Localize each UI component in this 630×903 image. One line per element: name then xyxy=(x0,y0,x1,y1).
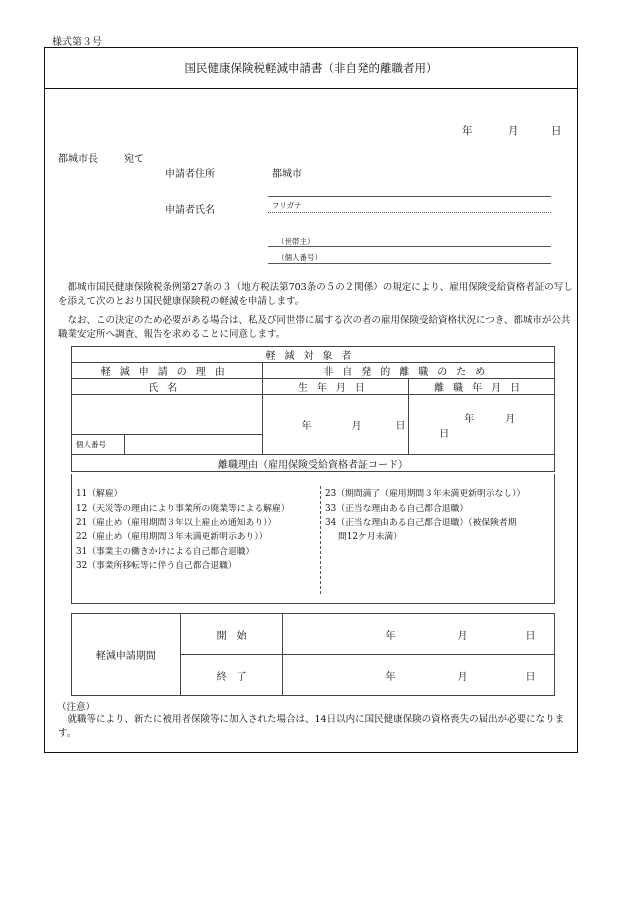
end-year: 年 xyxy=(385,671,396,683)
personal-number-underline xyxy=(268,263,551,264)
reason-31: 31（事業主の働きかけによる自己都合退職） xyxy=(76,547,255,557)
date-month-label: 月 xyxy=(508,125,519,137)
date-year-label: 年 xyxy=(462,125,473,137)
leave-date-cell[interactable] xyxy=(409,395,555,455)
start-year: 年 xyxy=(385,630,396,642)
reason-32: 32（事業所移転等に伴う自己都合退職） xyxy=(76,561,237,571)
separation-reason-header: 離職理由（雇用保険受給資格者証コード） xyxy=(72,455,555,472)
leave-month: 月 xyxy=(505,413,516,425)
reason-11: 11（解雇） xyxy=(76,489,123,499)
reason-33: 33（正当な理由ある自己都合退職） xyxy=(325,504,469,514)
birth-month: 月 xyxy=(351,421,362,432)
birth-year: 年 xyxy=(301,421,312,432)
start-month: 月 xyxy=(457,630,468,642)
personal-number-cell-label: 個人番号 xyxy=(72,435,125,455)
reason-22: 22（雇止め（雇用期間３年未満更新明示あり）） xyxy=(76,532,268,542)
addressee-mayor: 都城市長 xyxy=(58,154,98,165)
personal-number-cell[interactable] xyxy=(124,435,263,455)
col-name-header: 氏名 xyxy=(72,379,263,395)
period-end-label: 終 了 xyxy=(180,655,283,696)
notes-title: （注意） xyxy=(57,702,96,713)
end-day: 日 xyxy=(525,671,536,683)
furigana-label: フリガナ xyxy=(272,201,302,210)
form-number: 様式第３号 xyxy=(52,37,102,48)
notes-text: 就職等により、新たに被用者保険等に加入された場合は、14日以内に国民健康保険の資格喪失の届出が必要になります。 xyxy=(58,714,565,739)
name-underline xyxy=(268,246,551,247)
target-person-table xyxy=(71,346,555,472)
applicant-name-label: 申請者氏名 xyxy=(165,205,215,216)
target-header: 軽減対象者 xyxy=(72,347,555,363)
addressee-suffix: 宛て xyxy=(124,154,144,165)
period-start-date[interactable] xyxy=(283,614,555,655)
leave-day: 日 xyxy=(439,428,450,440)
end-month: 月 xyxy=(457,671,468,683)
name-cell[interactable] xyxy=(72,395,263,435)
personal-number-label: （個人番号） xyxy=(277,253,322,262)
col-leave-header: 離職年月日 xyxy=(409,379,555,395)
title-divider xyxy=(44,88,578,89)
start-day: 日 xyxy=(525,630,536,642)
reason-value: 非自発的離職のため xyxy=(263,363,555,379)
birthdate-cell[interactable] xyxy=(263,395,409,455)
applicant-address-value[interactable]: 都城市 xyxy=(272,169,302,180)
reason-21: 21（雇止め（雇用期間３年以上雇止め通知あり）） xyxy=(76,518,277,528)
date-day-label: 日 xyxy=(551,125,562,137)
reduction-period-table xyxy=(71,613,555,696)
household-head-label: （世帯主） xyxy=(277,237,315,246)
period-start-label: 開 始 xyxy=(180,614,283,655)
reason-34: 34（正当な理由ある自己都合退職）（被保険者期 xyxy=(325,518,517,528)
reason-divider xyxy=(320,486,321,594)
reason-12: 12（天災等の理由により事業所の廃業等による解雇） xyxy=(76,504,290,514)
address-underline xyxy=(268,196,551,197)
form-title: 国民健康保険税軽減申請書（非自発的離職者用） xyxy=(184,61,438,75)
reason-34-cont: 間12ケ月未満） xyxy=(338,532,402,542)
consent-paragraph-2: なお、この決定のため必要がある場合は、私及び同世帯に属する次の者の雇用保険受給資格状況につき、都城市が公共職業安定所へ調査、報告を求めることに同意します。 xyxy=(58,315,571,340)
applicant-address-label: 申請者住所 xyxy=(165,169,215,180)
furigana-dotted-line xyxy=(268,212,551,213)
consent-paragraph-1: 都城市国民健康保険税条例第27条の３（地方税法第703条の５の２関係）の規定により、雇用保険受給資格者証の写しを添えて次のとおり国民健康保険税の軽減を申請します。 xyxy=(58,282,573,307)
leave-year: 年 xyxy=(464,413,475,425)
period-label: 軽減申請期間 xyxy=(72,614,181,696)
col-birth-header: 生年月日 xyxy=(263,379,409,395)
reason-23: 23（期間満了（雇用期間３年未満更新明示なし）） xyxy=(325,489,526,499)
birth-day: 日 xyxy=(395,421,406,432)
reason-label: 軽減申請の理由 xyxy=(72,363,263,379)
period-end-date[interactable] xyxy=(283,655,555,696)
